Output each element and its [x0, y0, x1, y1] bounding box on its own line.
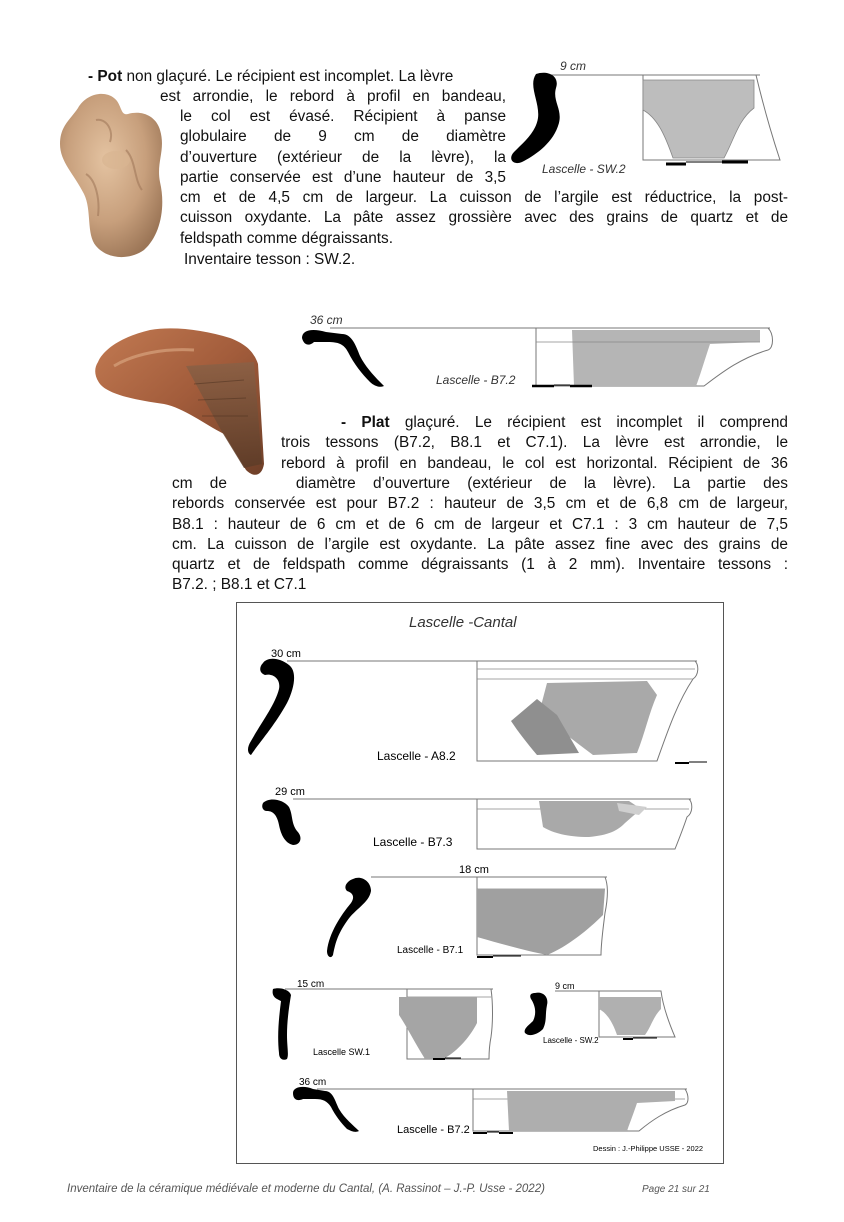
footer-citation: Inventaire de la céramique médiévale et moderne du Cantal, (A. Rassinot – J.-P. Usse - 2022) [67, 1183, 545, 1195]
profile-b7-1-diameter: 18 cm [459, 864, 489, 876]
profile-sw-2 [525, 981, 675, 1045]
plate-svg [237, 603, 723, 1163]
profile-b7-2 [293, 1077, 688, 1136]
profile-sw-1-caption: Lascelle SW.1 [313, 1047, 371, 1057]
drawing-plate [236, 602, 724, 1164]
profile-b7-3 [262, 786, 692, 849]
pot-inventory: Inventaire tesson : SW.2. [184, 251, 356, 268]
pot-line-9: feldspath comme dégraissants. [180, 229, 394, 247]
pot-lead: - Pot [88, 68, 123, 85]
page-number: Page 21 sur 21 [642, 1184, 710, 1195]
profile-b7-2-caption: Lascelle - B7.2 [397, 1124, 470, 1136]
profile-b7-3-diameter: 29 cm [275, 786, 305, 798]
pot-line-6: partie conservée est d’une hauteur de 3,5 [180, 168, 506, 186]
plat-description [281, 413, 788, 474]
plat-line-1: - Plat glaçuré. Le récipient est incomplet il comprend [341, 414, 788, 431]
profile-a8-2-caption: Lascelle - A8.2 [377, 749, 456, 763]
pot-drawing-caption: Lascelle - SW.2 [542, 162, 626, 176]
pot-diameter-label: 9 cm [560, 59, 587, 73]
plate-credit: Dessin : J.-Philippe USSE - 2022 [593, 1144, 704, 1153]
profile-sw-2-diameter: 9 cm [555, 981, 575, 991]
plat-profile-drawing [300, 312, 776, 392]
plat-diameter-label: 36 cm [310, 313, 343, 327]
pot-line-3: le col est évasé. Récipient à panse [180, 108, 506, 125]
pot-description [88, 67, 788, 87]
plate-title: Lascelle -Cantal [409, 614, 517, 631]
pot-line-4: globulaire de 9 cm de diamètre [180, 128, 506, 146]
plat-line-5: rebords conservée est pour B7.2 : hauteur de 3,5 cm et de 6,8 cm de largeur, [172, 495, 788, 513]
profile-b7-1 [327, 864, 607, 957]
pot-line-8: cuisson oxydante. La pâte assez grossière avec des grains de quartz et de [180, 209, 788, 227]
profile-a8-2 [248, 648, 707, 763]
plat-line-8: quartz et de feldspath comme dégraissants (1 à 2 mm). Inventaire tessons : [172, 556, 788, 574]
profile-sw-1-diameter: 15 cm [297, 979, 325, 990]
profile-a8-2-diameter: 30 cm [271, 648, 301, 660]
plat-line-2: trois tessons (B7.2, B8.1 et C7.1). La lèvre est arrondie, le [281, 434, 788, 452]
plat-line-9: B7.2. ; B8.1 et C7.1 [172, 576, 307, 594]
plat-line-4: cm de diamètre d’ouverture (extérieur de la lèvre). La partie des [172, 475, 788, 492]
profile-b7-1-caption: Lascelle - B7.1 [397, 945, 464, 956]
pot-line-1: - Pot non glaçuré. Le récipient est incomplet. La lèvre [88, 68, 454, 85]
plat-line-3: rebord à profil en bandeau, le col est horizontal. Récipient de 36 [281, 454, 788, 472]
profile-sw-2-caption: Lascelle - SW.2 [543, 1036, 599, 1045]
pot-line-7: cm et de 4,5 cm de largeur. La cuisson de l’argile est réductrice, la post- [180, 189, 788, 206]
plat-line-6: B8.1 : hauteur de 6 cm et de 6 cm de largeur et C7.1 : 3 cm hauteur de 7,5 [172, 515, 788, 533]
pot-line-2: est arrondie, le rebord à profil en bandeau, [160, 88, 506, 105]
profile-sw-1 [273, 979, 493, 1060]
pot-sherd-photo [56, 90, 172, 262]
profile-b7-3-caption: Lascelle - B7.3 [373, 835, 453, 849]
profile-b7-2-diameter: 36 cm [299, 1077, 327, 1088]
plat-lead: - Plat [341, 414, 390, 431]
pot-line-5: d’ouverture (extérieur de la lèvre), la [180, 148, 506, 166]
plat-drawing-caption: Lascelle - B7.2 [436, 373, 516, 387]
plat-line-7: cm. La cuisson de l’argile est oxydante. La pâte assez fine avec des grains de [172, 535, 788, 553]
plat-sherd-photo [94, 324, 270, 480]
